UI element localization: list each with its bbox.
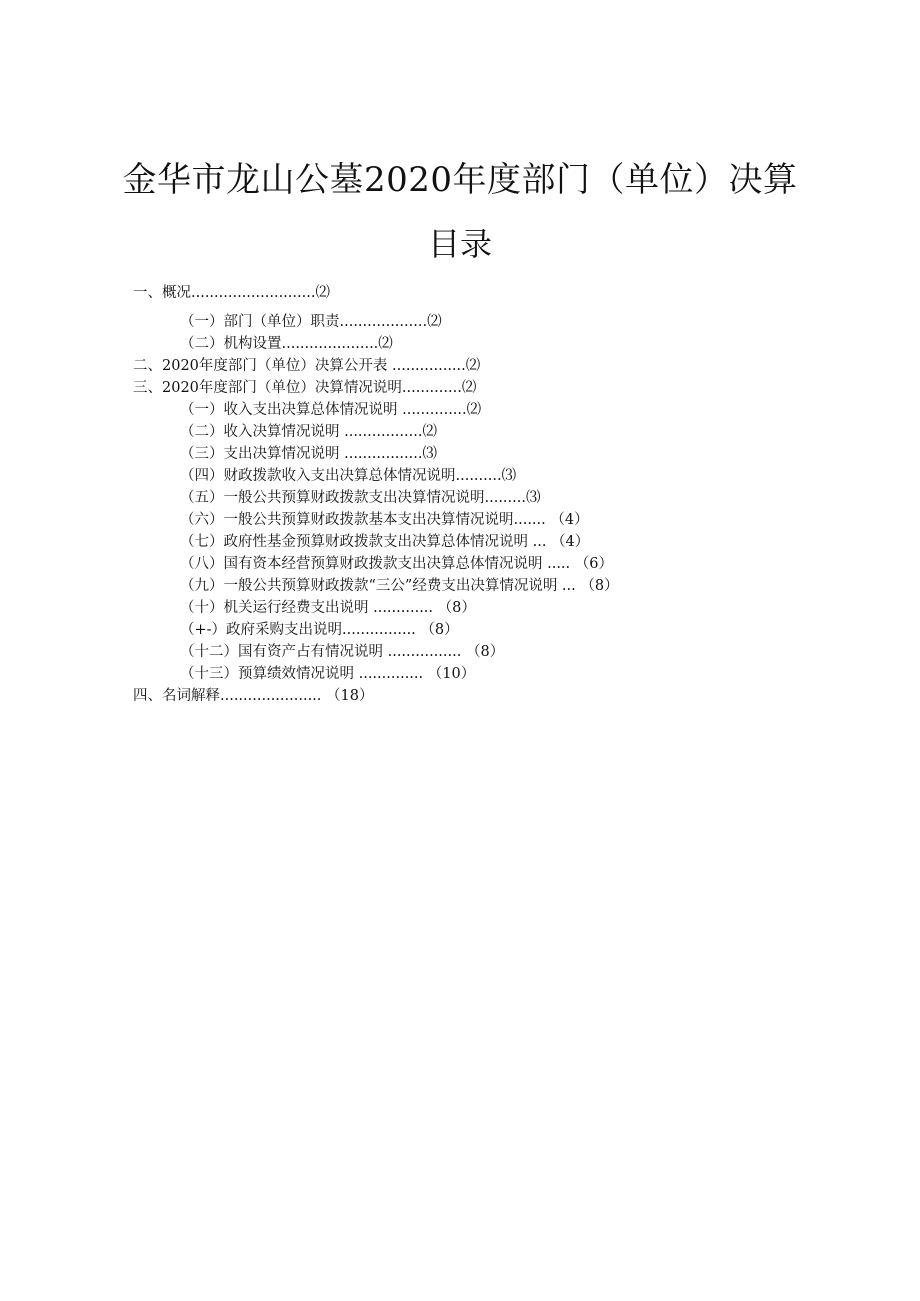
toc-entry-general-budget-basic[interactable]: （六）一般公共预算财政拨款基本支出决算情况说明....... （4） (180, 512, 589, 528)
toc-entry-overview[interactable]: 一、概况...........................⑵ (133, 285, 330, 301)
toc-entry-public-tables[interactable]: 二、2020年度部门（单位）决算公开表 ................⑵ (133, 358, 481, 374)
toc-entry-duties[interactable]: （一）部门（单位）职责...................⑵ (180, 314, 442, 330)
toc-entry-glossary[interactable]: 四、名词解释...................... （18） (133, 688, 374, 704)
toc-entry-performance[interactable]: （十三）预算绩效情况说明 .............. （10） (180, 666, 476, 682)
toc-entry-organization[interactable]: （二）机构设置.....................⑵ (180, 336, 393, 352)
toc-heading: 目录 (427, 225, 492, 263)
toc-entry-fiscal-allocation-overall[interactable]: （四）财政拨款收入支出决算总体情况说明..........⑶ (180, 468, 517, 484)
toc-entry-procurement[interactable]: （+-）政府采购支出说明................ （8） (180, 622, 459, 638)
toc-entry-state-capital[interactable]: （八）国有资本经营预算财政拨款支出决算总体情况说明 ..... （6） (180, 556, 613, 572)
toc-entry-government-fund[interactable]: （七）政府性基金预算财政拨款支出决算总体情况说明 ... （4） (180, 534, 590, 550)
toc-entry-general-budget-expense[interactable]: （五）一般公共预算财政拨款支出决算情况说明.........⑶ (180, 490, 541, 506)
toc-entry-income-expense-overall[interactable]: （一）收入支出决算总体情况说明 ..............⑵ (180, 402, 482, 418)
toc-entry-operation-cost[interactable]: （十）机关运行经费支出说明 ............. （8） (180, 600, 476, 616)
toc-entry-expense[interactable]: （三）支出决算情况说明 .................⑶ (180, 446, 437, 462)
document-title: 金华市龙山公墓2020年度部门（单位）决算 (122, 160, 798, 200)
toc-entry-state-assets[interactable]: （十二）国有资产占有情况说明 ................ （8） (180, 644, 505, 660)
toc-entry-income[interactable]: （二）收入决算情况说明 .................⑵ (180, 424, 437, 440)
toc-entry-explanation[interactable]: 三、2020年度部门（单位）决算情况说明.............⑵ (133, 380, 477, 396)
toc-entry-three-public[interactable]: （九）一般公共预算财政拨款“三公”经费支出决算情况说明 ... （8） (180, 578, 619, 594)
